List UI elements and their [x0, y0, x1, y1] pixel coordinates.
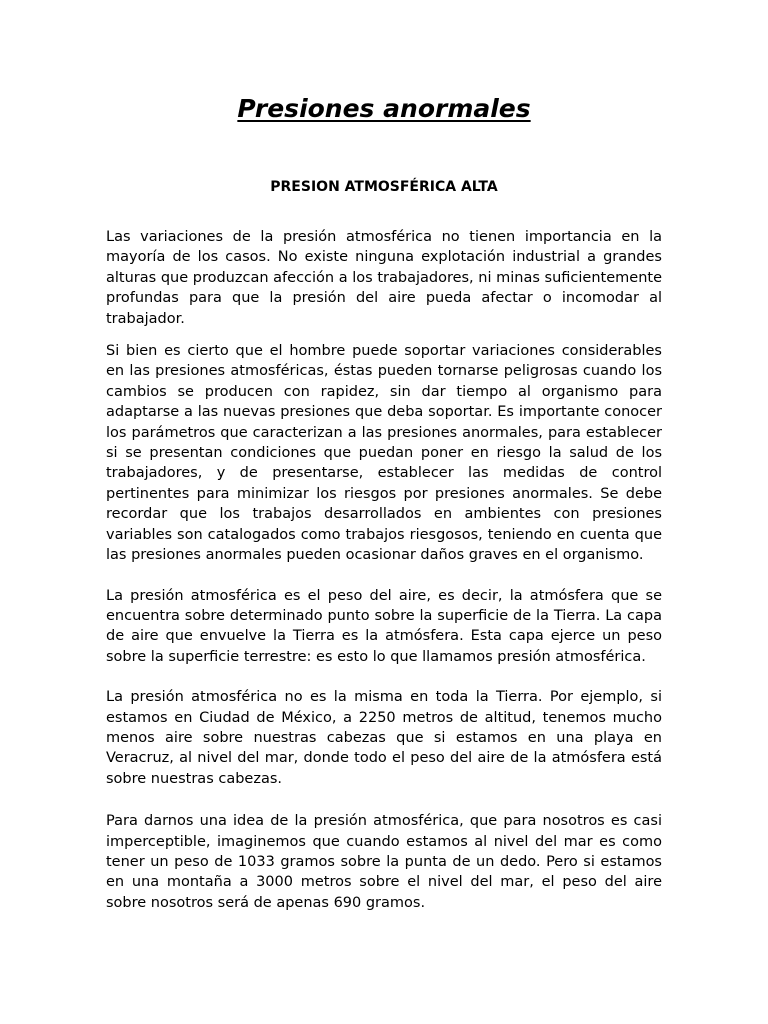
page-title: Presiones anormales	[237, 94, 531, 123]
paragraph-3: La presión atmosférica es el peso del aire, es decir, la atmósfera que se encuentra sobre determinado punto sobre la superficie de la Tierra. La capa de aire que envuelve la Tierra es la atmósfera. Esta capa ejerce un peso sobre la superficie terrestre: es esto lo que llamamos presión atmosférica.	[106, 587, 662, 665]
section-heading: PRESION ATMOSFÉRICA ALTA	[270, 179, 498, 195]
paragraph-1: Las variaciones de la presión atmosférica no tienen importancia en la mayoría de los casos. No existe ninguna explotación industrial a grandes alturas que produzcan afección a los trabajadores, ni minas suficientemente profundas para que la presión del aire pueda afectar o incomodar al trabajador.	[106, 229, 662, 327]
paragraph-2: Si bien es cierto que el hombre puede soportar variaciones considerables en las presiones atmosféricas, éstas pueden tornarse peligrosas cuando los cambios se producen con rapidez, sin dar tiempo al organismo para adaptarse a las nuevas presiones que deba soportar. Es importante conocer los parámetros que caracterizan a las presiones anormales, para establecer si se presentan condiciones que puedan poner en riesgo la salud de los trabajadores, y de presentarse, establecer las medidas de control pertinentes para minimizar los riesgos por presiones anormales. Se debe recordar que los trabajos desarrollados en ambientes con presiones variables son catalogados como trabajos riesgosos, teniendo en cuenta que las presiones anormales pueden ocasionar daños graves en el organismo.	[106, 343, 662, 564]
paragraph-4: La presión atmosférica no es la misma en toda la Tierra. Por ejemplo, si estamos en Ciudad de México, a 2250 metros de altitud, tenemos mucho menos aire sobre nuestras cabezas que si estamos en una playa en Veracruz, al nivel del mar, donde todo el peso del aire de la atmósfera está sobre nuestras cabezas.	[106, 689, 662, 787]
paragraph-5: Para darnos una idea de la presión atmosférica, que para nosotros es casi imperceptible, imaginemos que cuando estamos al nivel del mar es como tener un peso de 1033 gramos sobre la punta de un dedo. Pero si estamos en una montaña a 3000 metros sobre el nivel del mar, el peso del aire sobre nosotros será de apenas 690 gramos.	[106, 813, 662, 911]
document-body	[106, 227, 662, 913]
